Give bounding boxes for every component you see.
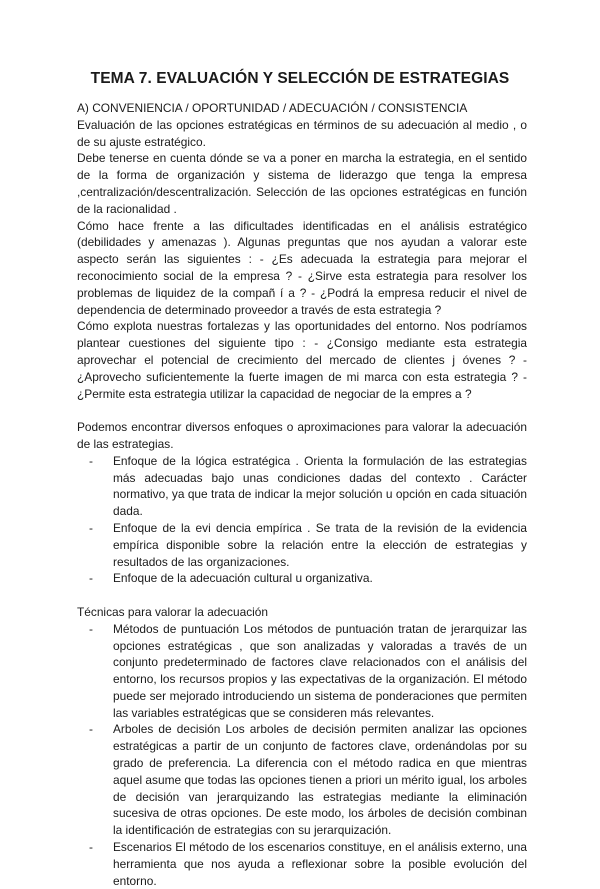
document-title: TEMA 7. EVALUACIÓN Y SELECCIÓN DE ESTRATEGIAS xyxy=(90,70,510,87)
list-item: - Enfoque de la lógica estratégica . Orienta la formulación de las estrategias más adecuadas bajo unas condiciones dadas del contexto . Carácter normativo, ya que trata de indicar la mejor solución u opción en cada situación dada. xyxy=(77,453,527,520)
list-item: - Enfoque de la evi dencia empírica . Se trata de la revisión de la evidencia empírica disponible sobre la relación entre la elección de estrategias y resultados de las organizaciones. xyxy=(77,520,527,570)
paragraph-fortalezas: Cómo explota nuestras fortalezas y las oportunidades del entorno. Nos podríamos plantear cuestiones del siguiente tipo : - ¿Consigo mediante esta estrategia aprovechar el potencial de crecimiento del mercado de clientes j óvenes ? - ¿Aprovecho suficientemente la fuerte imagen de mi marca con esta estrategia ? - ¿Permite esta estrategia utilizar la capacidad de negociar de la empres a ? xyxy=(77,319,527,401)
document-body xyxy=(77,100,527,889)
paragraph-adecuacion: Evaluación de las opciones estratégicas en términos de su adecuación al medio , o de su ajuste estratégico. xyxy=(77,117,527,149)
paragraph-dificultades: Cómo hace frente a las dificultades identificadas en el análisis estratégico (debilidades y amenazas ). Algunas preguntas que nos ayudan a valorar este aspecto serán las siguientes : - ¿Es adecuada la estrategia para mejorar el reconocimiento social de la empresa ? - ¿Sirve esta estrategia para resolver los problemas de liquidez de la compañ í a ? - ¿Podrá la empresa reducir el nivel de dependencia de determinado proveedor a través de esta estrategia ? xyxy=(77,218,527,317)
list-item: - Métodos de puntuación Los métodos de puntuación tratan de jerarquizar las opciones estratégicas , que son analizadas y valoradas a través de un conjunto predeterminado de factores clave relacionados con el análisis del entorno, los recursos propios y las expectativas de la organización. El método puede ser mejorado introduciendo un sistema de ponderaciones que permiten las variables estratégicas que se consideren más relevantes. xyxy=(77,621,527,722)
list-item: - Escenarios El método de los escenarios constituye, en el análisis externo, una herramienta que nos ayuda a reflexionar sobre la posible evolución del entorno. xyxy=(77,839,527,889)
list-item: - Arboles de decisión Los arboles de decisión permiten analizar las opciones estratégicas a partir de un conjunto de factores clave, ordenándolas por su grado de preferencia. La diferencia con el método radica en que mientras aquel asume que todas las opciones tienen a priori un mérito igual, los arboles de decisión van jerarquizando las estrategias mediante la eliminación sucesiva de otras opciones. De este modo, los árboles de decisión combinan la identificación de estrategias con su jerarquización. xyxy=(77,721,527,839)
paragraph-organizacion: Debe tenerse en cuenta dónde se va a poner en marcha la estrategia, en el sentido de la forma de organización y sistema de liderazgo que tenga la empresa ,centralización/descentralización. Selección de las opciones estratégicas en función de la racionalidad . xyxy=(77,151,527,216)
spacer xyxy=(77,587,527,604)
tecnicas-list xyxy=(77,621,527,889)
enfoques-list xyxy=(77,453,527,587)
section-a-heading: A) CONVENIENCIA / OPORTUNIDAD / ADECUACIÓN / CONSISTENCIA xyxy=(77,101,468,115)
tecnicas-heading: Técnicas para valorar la adecuación xyxy=(77,604,269,619)
list-item: - Enfoque de la adecuación cultural u organizativa. xyxy=(77,570,527,587)
paragraph-enfoques-intro: Podemos encontrar diversos enfoques o aproximaciones para valorar la adecuación de las estrategias. xyxy=(77,420,527,451)
spacer xyxy=(77,402,527,419)
